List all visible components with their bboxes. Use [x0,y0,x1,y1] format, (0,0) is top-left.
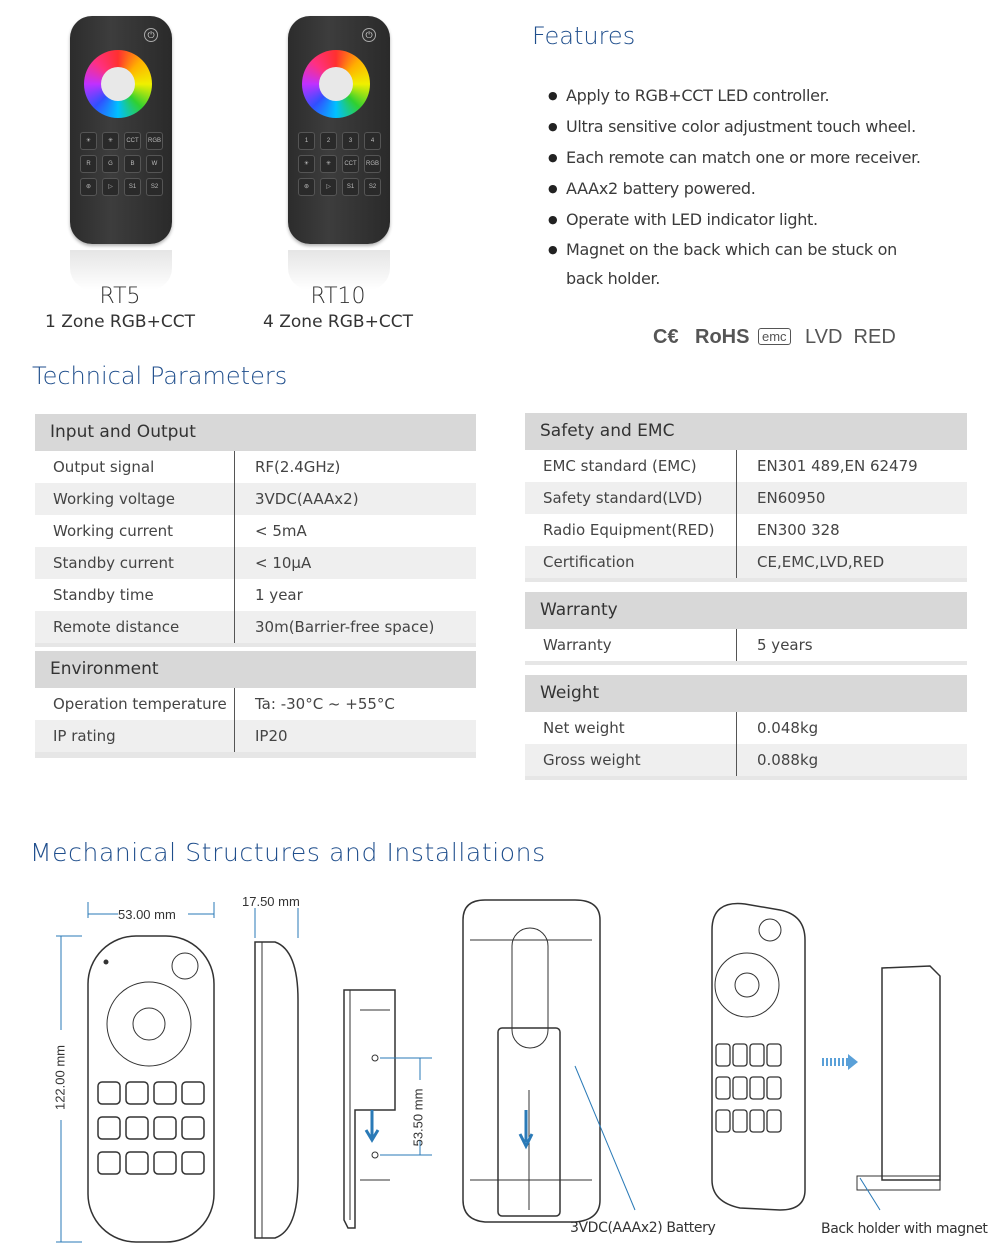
remote-key: ☀ [80,132,97,150]
param-value: EN301 489,EN 62479 [757,457,918,475]
keypad [298,132,382,196]
features-list [548,80,928,293]
feature-item: ● Each remote can match one or more receiver. [548,142,928,173]
table-row [35,611,476,643]
divider [525,661,967,675]
color-wheel-icon [302,50,370,118]
feature-item: ● Magnet on the back which can be stuck on back holder. [548,235,928,293]
feature-item: ● Operate with LED indicator light. [548,204,928,235]
remote-key: S2 [146,178,163,196]
remote-key: RGB [146,132,163,150]
battery-view [463,900,635,1222]
param-value: EN60950 [757,489,826,507]
param-value: 0.088kg [757,751,819,769]
zone-label: 1 Zone RGB+CCT [45,312,195,332]
emc-logo: emc [758,328,791,345]
param-value: < 10μA [255,554,312,572]
param-value: 30m(Barrier-free space) [255,618,435,636]
divider [35,643,476,651]
param-value: 3VDC(AAAx2) [255,490,359,508]
remote-key: RGB [364,155,381,173]
param-value: < 5mA [255,522,307,540]
width-dimension: 53.00 mm [118,907,176,922]
param-name: Warranty [525,629,737,661]
table-row [35,515,476,547]
table-row [525,712,967,744]
remote-key: ▷ [320,178,337,196]
divider [525,776,967,784]
ce-logo: C€ [653,326,679,348]
param-value: RF(2.4GHz) [255,458,341,476]
table-row [35,720,476,752]
param-name: EMC standard (EMC) [525,450,737,482]
table-row [525,546,967,578]
features-title: Features [532,22,636,50]
remote-key: ⊛ [298,178,315,196]
remote-key: 2 [320,132,337,150]
divider [525,578,967,592]
remote-key: CCT [342,155,359,173]
side-view [255,908,298,1238]
remote-rt5-image [70,16,172,244]
remote-key: 4 [364,132,381,150]
table-row [35,579,476,611]
param-name: Safety standard(LVD) [525,482,737,514]
param-value: 0.048kg [757,719,819,737]
param-value: 1 year [255,586,303,604]
remote-key: ☀ [298,155,315,173]
param-value: 5 years [757,636,813,654]
safety-table [525,413,967,784]
param-name: Operation temperature [35,688,235,720]
remote-key: S1 [124,178,141,196]
table-row [35,547,476,579]
table-header: Environment [35,651,476,688]
table-header: Warranty [525,592,967,629]
remote-key: ▷ [102,178,119,196]
depth-dimension: 17.50 mm [242,894,300,909]
param-name: Remote distance [35,611,235,643]
remote-key: S2 [364,178,381,196]
front-view [56,902,214,1242]
table-row [35,483,476,515]
table-row [35,451,476,483]
param-name: Radio Equipment(RED) [525,514,737,546]
color-wheel-icon [84,50,152,118]
table-row [525,482,967,514]
technical-title: Technical Parameters [32,362,288,390]
param-name: Standby current [35,547,235,579]
param-name: Gross weight [525,744,737,776]
height-dimension: 122.00 mm [52,1044,68,1111]
table-header: Safety and EMC [525,413,967,450]
table-row [525,629,967,661]
divider [35,752,476,760]
remote-key: 1 [298,132,315,150]
param-value: IP20 [255,727,288,745]
param-name: Standby time [35,579,235,611]
remote-key: CCT [124,132,141,150]
mechanical-drawing [0,880,1000,1258]
mechanical-title: Mechanical Structures and Installations [30,838,546,867]
table-row [525,450,967,482]
table-row [35,688,476,720]
table-row [525,744,967,776]
remote-key: 3 [342,132,359,150]
param-value: Ta: -30°C ~ +55°C [255,695,395,713]
param-value: EN300 328 [757,521,840,539]
param-value: CE,EMC,LVD,RED [757,553,885,571]
param-name: Net weight [525,712,737,744]
keypad [80,132,164,196]
table-row [525,514,967,546]
remote-key: ⊛ [80,178,97,196]
model-name: RT10 [310,284,366,309]
power-icon: ⏻ [144,28,158,42]
power-icon: ⏻ [362,28,376,42]
remote-key: ✳ [102,132,119,150]
remote-perspective [712,904,940,1210]
param-name: Certification [525,546,737,578]
param-name: Working voltage [35,483,235,515]
remote-key: ✳ [320,155,337,173]
zone-label: 4 Zone RGB+CCT [263,312,413,332]
feature-item: ● Ultra sensitive color adjustment touch wheel. [548,111,928,142]
feature-item: ● AAAx2 battery powered. [548,173,928,204]
remote-key: W [146,155,163,173]
lvd-red-logo: LVD RED [805,326,896,348]
remote-rt10-image [288,16,390,244]
remote-key: S1 [342,178,359,196]
model-name: RT5 [99,284,141,309]
remote-key: G [102,155,119,173]
holder-dimension: 53.50 mm [410,1088,426,1147]
rohs-logo: RoHS [695,326,750,348]
battery-caption: 3VDC(AAAx2) Battery [570,1220,716,1236]
param-name: Working current [35,515,235,547]
remote-key: B [124,155,141,173]
param-name: IP rating [35,720,235,752]
remote-key: R [80,155,97,173]
input-output-table [35,414,476,760]
holder-caption: Back holder with magnet [821,1221,988,1237]
table-header: Weight [525,675,967,712]
table-header: Input and Output [35,414,476,451]
param-name: Output signal [35,451,235,483]
feature-item: ● Apply to RGB+CCT LED controller. [548,80,928,111]
